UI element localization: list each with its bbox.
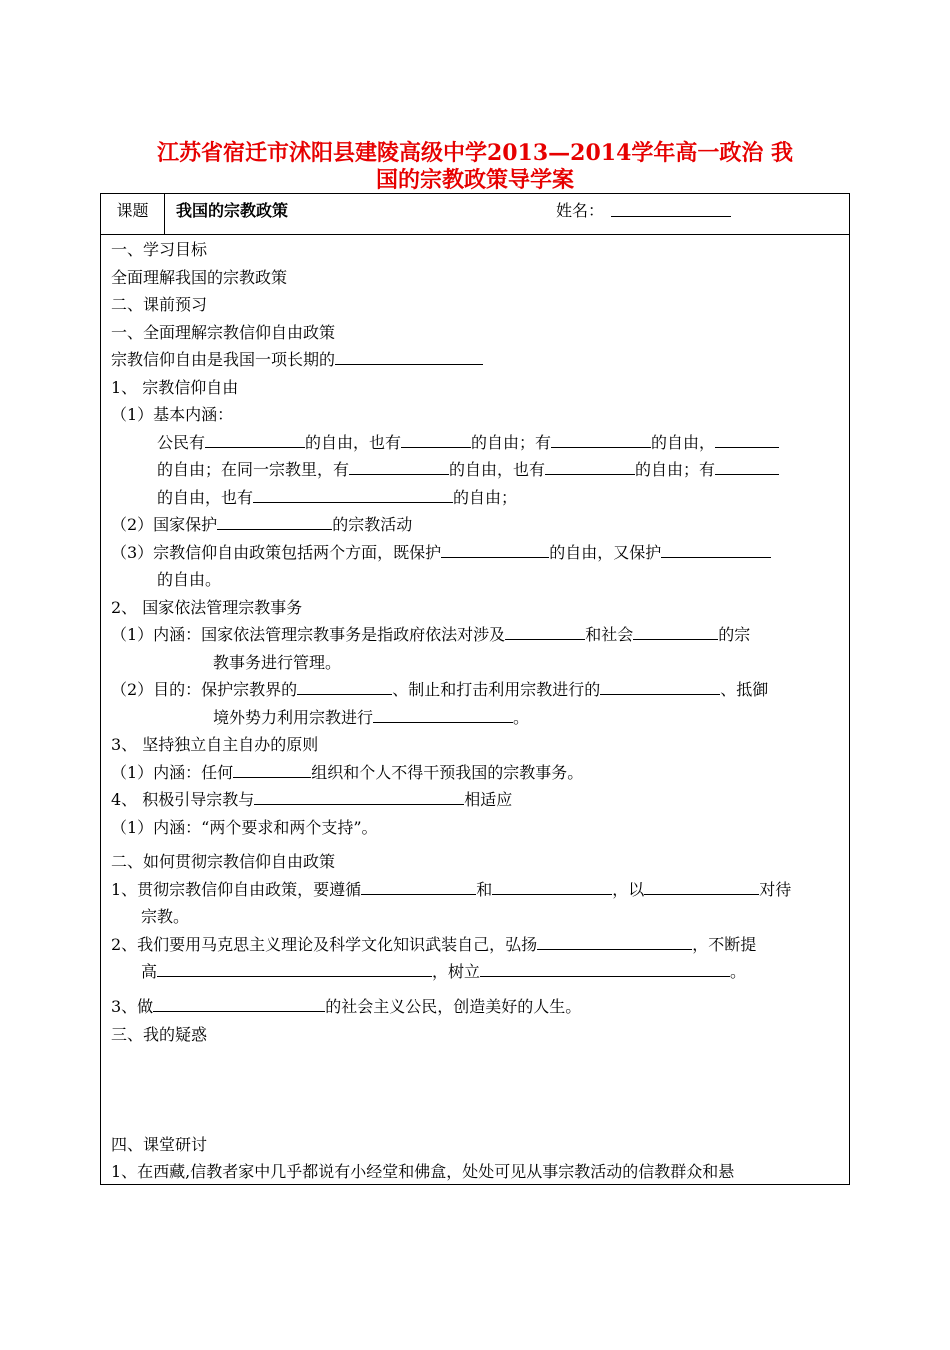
fill-line: （1）内涵：国家依法管理宗教事务是指政府依法对涉及 和社会 的宗 xyxy=(111,625,751,644)
item-heading: 2、 国家依法管理宗教事务 xyxy=(111,598,303,617)
worksheet-table xyxy=(100,193,850,1185)
blank[interactable] xyxy=(633,625,718,640)
goal-text: 全面理解我国的宗教政策 xyxy=(111,268,288,287)
fill-line: 宗教信仰自由是我国一项长期的 xyxy=(111,350,483,370)
text-line: 教事务进行管理。 xyxy=(213,653,342,672)
fill-line: 公民有 的自由，也有 的自由；有 的自由， xyxy=(157,433,779,453)
text-line: （1）内涵：“两个要求和两个支持”。 xyxy=(111,818,378,837)
blank[interactable] xyxy=(441,543,549,558)
blank[interactable] xyxy=(205,433,305,448)
blank[interactable] xyxy=(349,460,449,475)
blank[interactable] xyxy=(661,543,771,558)
topic-label: 课题 xyxy=(101,194,165,234)
fill-line: 1、贯彻宗教信仰自由政策，要遵循 和 ，以 对待 xyxy=(111,880,792,899)
fill-line: 高 ，树立 。 xyxy=(141,962,747,981)
blank[interactable] xyxy=(335,350,483,365)
blank[interactable] xyxy=(551,433,651,448)
blank[interactable] xyxy=(157,962,432,977)
blank[interactable] xyxy=(644,880,759,895)
blank[interactable] xyxy=(492,880,612,895)
fill-line: 境外势力利用宗教进行 。 xyxy=(213,708,530,727)
header-row xyxy=(101,194,849,235)
topic-value: 我国的宗教政策 xyxy=(176,201,289,220)
item-heading: （1）基本内涵： xyxy=(111,405,234,424)
fill-line: 的自由，也有 的自由； xyxy=(157,488,518,507)
section-goal-heading: 一、学习目标 xyxy=(111,240,208,259)
fill-line: （2）国家保护 的宗教活动 xyxy=(111,515,413,534)
name-blank[interactable] xyxy=(611,216,731,217)
subsection-heading: 二、如何贯彻宗教信仰自由政策 xyxy=(111,852,336,871)
item-heading: 1、 宗教信仰自由 xyxy=(111,378,239,397)
text-line: 宗教。 xyxy=(141,907,190,926)
blank[interactable] xyxy=(217,515,332,530)
blank[interactable] xyxy=(537,935,692,950)
item-heading: 3、 坚持独立自主自办的原则 xyxy=(111,735,319,754)
text-line: 1、在西藏,信教者家中几乎都说有小经堂和佛盒，处处可见从事宗教活动的信教群众和悬 xyxy=(111,1162,735,1181)
blank[interactable] xyxy=(361,880,476,895)
blank[interactable] xyxy=(401,433,471,448)
blank[interactable] xyxy=(297,680,392,695)
fill-line: 的自由；在同一宗教里，有 的自由，也有 的自由；有 xyxy=(157,460,779,480)
blank[interactable] xyxy=(545,460,635,475)
blank[interactable] xyxy=(153,997,325,1012)
blank[interactable] xyxy=(480,962,730,977)
name-label: 姓名： xyxy=(556,201,605,220)
title-line-1: 江苏省宿迁市沭阳县建陵高级中学2013—2014学年高一政治 我 xyxy=(156,140,794,166)
text-line: 的自由。 xyxy=(157,570,222,589)
fill-line: （1）内涵：任何 组织和个人不得干预我国的宗教事务。 xyxy=(111,763,584,782)
section-preview-heading: 二、课前预习 xyxy=(111,295,208,314)
fill-line: （3）宗教信仰自由政策包括两个方面，既保护 的自由，又保护 xyxy=(111,543,771,563)
section-discussion-heading: 四、课堂研讨 xyxy=(111,1135,208,1154)
blank[interactable] xyxy=(715,460,779,475)
fill-line: （2）目的：保护宗教界的 、制止和打击利用宗教进行的 、抵御 xyxy=(111,680,769,699)
fill-line: 4、 积极引导宗教与 相适应 xyxy=(111,790,513,809)
blank[interactable] xyxy=(254,790,464,805)
fill-line: 3、做 的社会主义公民，创造美好的人生。 xyxy=(111,997,582,1016)
blank[interactable] xyxy=(505,625,585,640)
fill-line: 2、我们要用马克思主义理论及科学文化知识武装自己，弘扬 ，不断提 xyxy=(111,935,757,954)
subsection-heading: 一、全面理解宗教信仰自由政策 xyxy=(111,323,336,342)
blank[interactable] xyxy=(715,433,779,448)
section-doubt-heading: 三、我的疑惑 xyxy=(111,1025,208,1044)
blank[interactable] xyxy=(373,708,513,723)
blank[interactable] xyxy=(600,680,720,695)
blank[interactable] xyxy=(233,763,311,778)
blank[interactable] xyxy=(253,488,453,503)
title-line-2: 国的宗教政策导学案 xyxy=(375,167,574,193)
document-title xyxy=(100,140,850,194)
